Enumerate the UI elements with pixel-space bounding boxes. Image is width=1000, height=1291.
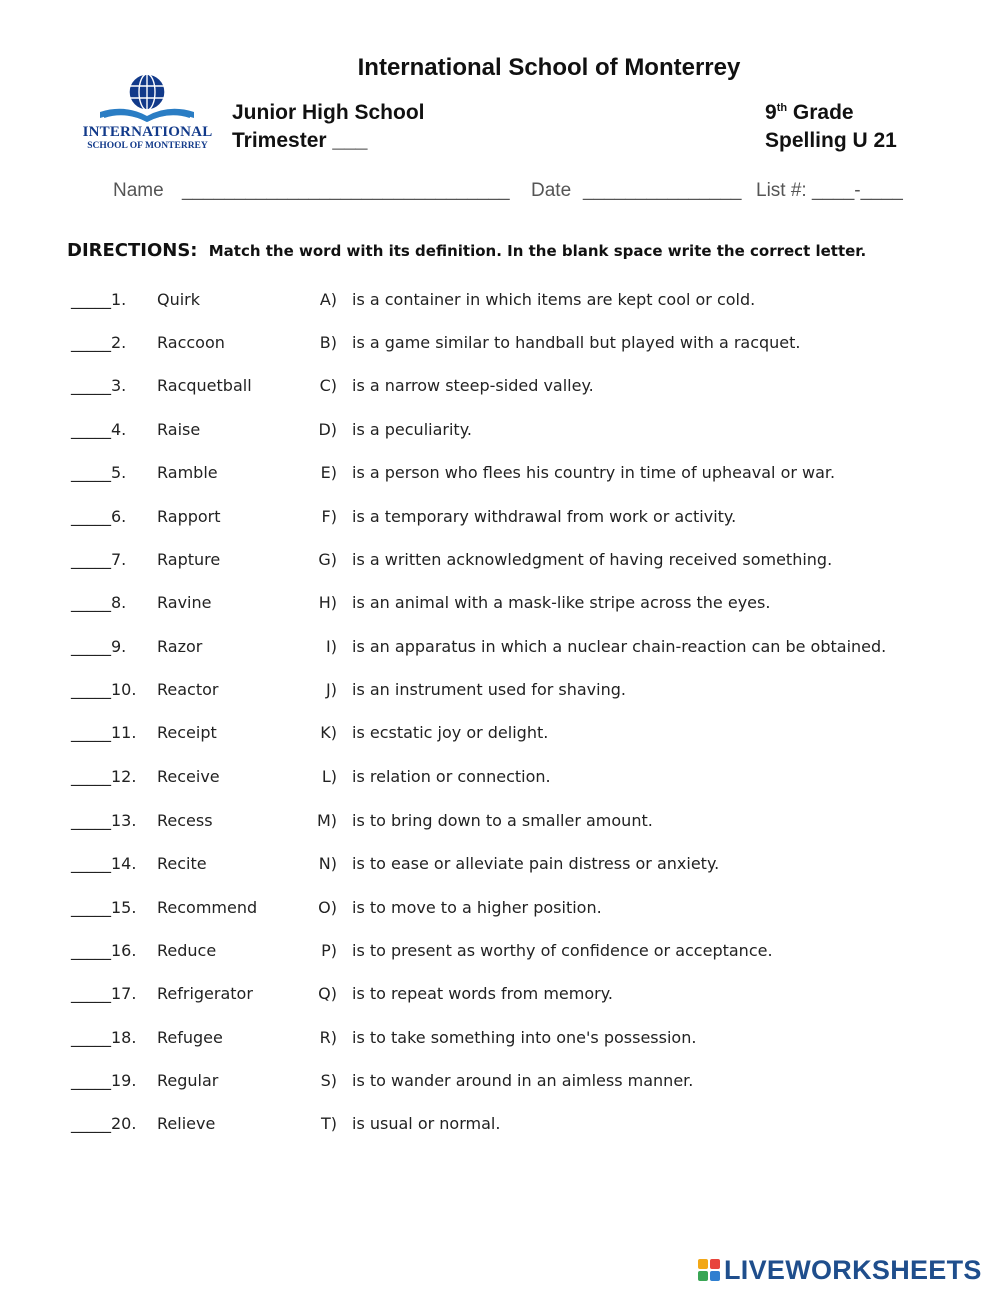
option-letter: M) <box>316 811 337 830</box>
definition-text: is to bring down to a smaller amount. <box>352 811 653 830</box>
option-letter: E) <box>320 463 337 482</box>
answer-blank[interactable]: _____6. <box>71 507 127 526</box>
option-letter: N) <box>318 854 337 873</box>
directions-lead: DIRECTIONS: <box>67 240 198 261</box>
definition-text: is to take something into one's possession. <box>352 1028 697 1047</box>
list-item <box>0 1028 1000 1058</box>
answer-blank[interactable]: _____7. <box>71 550 127 569</box>
list-item <box>0 593 1000 623</box>
list-item <box>0 854 1000 884</box>
vocab-word: Receipt <box>157 723 217 742</box>
answer-blank[interactable]: _____3. <box>71 376 127 395</box>
definition-text: is usual or normal. <box>352 1114 501 1133</box>
definition-text: is a container in which items are kept cool or cold. <box>352 290 756 309</box>
vocab-word: Recess <box>157 811 213 830</box>
answer-blank[interactable]: _____13. <box>71 811 137 830</box>
option-letter: P) <box>321 941 337 960</box>
brand-name: LIVEWORKSHEETS <box>724 1254 982 1285</box>
answer-blank[interactable]: _____12. <box>71 767 137 786</box>
definition-text: is to ease or alleviate pain distress or anxiety. <box>352 854 720 873</box>
list-item <box>0 723 1000 753</box>
date-blank[interactable]: _______________ <box>583 180 742 201</box>
list-item <box>0 811 1000 841</box>
logo-line-1: INTERNATIONAL <box>82 124 213 140</box>
vocab-word: Racquetball <box>157 376 252 395</box>
definition-text: is an animal with a mask-like stripe across the eyes. <box>352 593 771 612</box>
answer-blank[interactable]: _____5. <box>71 463 127 482</box>
option-letter: K) <box>320 723 337 742</box>
option-letter: D) <box>318 420 337 439</box>
answer-blank[interactable]: _____10. <box>71 680 137 699</box>
school-level: Junior High School <box>232 101 425 124</box>
option-letter: H) <box>318 593 337 612</box>
list-item <box>0 1071 1000 1101</box>
liveworksheets-logo-icon <box>698 1259 720 1281</box>
vocab-word: Ravine <box>157 593 212 612</box>
vocab-word: Recommend <box>157 898 258 917</box>
option-letter: A) <box>319 290 337 309</box>
school-title: International School of Monterrey <box>357 54 741 81</box>
grade-label <box>765 101 854 125</box>
list-item <box>0 767 1000 797</box>
list-item <box>0 680 1000 710</box>
definition-text: is an instrument used for shaving. <box>352 680 626 699</box>
answer-blank[interactable]: _____2. <box>71 333 127 352</box>
option-letter: G) <box>318 550 337 569</box>
answer-blank[interactable]: _____11. <box>71 723 137 742</box>
definition-text: is an apparatus in which a nuclear chain-reaction can be obtained. <box>352 637 887 656</box>
option-letter: C) <box>319 376 337 395</box>
directions-text: Match the word with its definition. In the blank space write the correct letter. <box>208 242 867 260</box>
definition-text: is a game similar to handball but played with a racquet. <box>352 333 801 352</box>
trimester-field: Trimester ___ <box>232 129 368 152</box>
spelling-unit: Spelling U 21 <box>765 129 897 152</box>
vocab-word: Ramble <box>157 463 218 482</box>
option-letter: Q) <box>318 984 337 1003</box>
vocab-word: Reactor <box>157 680 219 699</box>
vocab-word: Regular <box>157 1071 219 1090</box>
list-item <box>0 333 1000 363</box>
option-letter: J) <box>326 680 337 699</box>
vocab-word: Rapport <box>157 507 221 526</box>
grade-number: 9 <box>765 101 777 124</box>
grade-suffix: th <box>776 102 788 114</box>
answer-blank[interactable]: _____17. <box>71 984 137 1003</box>
vocab-word: Raise <box>157 420 201 439</box>
vocab-word: Recite <box>157 854 207 873</box>
answer-blank[interactable]: _____19. <box>71 1071 137 1090</box>
list-item <box>0 376 1000 406</box>
definition-text: is to wander around in an aimless manner. <box>352 1071 694 1090</box>
definition-text: is a temporary withdrawal from work or activity. <box>352 507 737 526</box>
list-blank[interactable]: ____-____ <box>812 180 903 201</box>
vocab-word: Receive <box>157 767 220 786</box>
vocab-word: Refugee <box>157 1028 223 1047</box>
definition-text: is a person who flees his country in time of upheaval or war. <box>352 463 836 482</box>
answer-blank[interactable]: _____14. <box>71 854 137 873</box>
name-label: Name <box>113 180 164 201</box>
answer-blank[interactable]: _____1. <box>71 290 127 309</box>
option-letter: L) <box>321 767 337 786</box>
answer-blank[interactable]: _____15. <box>71 898 137 917</box>
vocab-word: Reduce <box>157 941 217 960</box>
option-letter: I) <box>326 637 337 656</box>
vocab-word: Raccoon <box>157 333 225 352</box>
vocab-word: Razor <box>157 637 203 656</box>
list-item <box>0 463 1000 493</box>
definition-text: is ecstatic joy or delight. <box>352 723 549 742</box>
list-item <box>0 550 1000 580</box>
answer-blank[interactable]: _____8. <box>71 593 127 612</box>
vocab-word: Quirk <box>157 290 201 309</box>
option-letter: T) <box>320 1114 337 1133</box>
answer-blank[interactable]: _____20. <box>71 1114 137 1133</box>
vocab-word: Rapture <box>157 550 221 569</box>
list-label: List #: <box>756 180 807 201</box>
list-item <box>0 637 1000 667</box>
logo-line-2: SCHOOL OF MONTERREY <box>87 141 208 151</box>
option-letter: R) <box>319 1028 337 1047</box>
list-item <box>0 984 1000 1014</box>
option-letter: F) <box>321 507 337 526</box>
list-item <box>0 420 1000 450</box>
option-letter: S) <box>320 1071 337 1090</box>
answer-blank[interactable]: _____18. <box>71 1028 137 1047</box>
list-item <box>0 1114 1000 1144</box>
answer-blank[interactable]: _____16. <box>71 941 137 960</box>
definition-text: is a written acknowledgment of having received something. <box>352 550 833 569</box>
definition-text: is relation or connection. <box>352 767 551 786</box>
date-label: Date <box>531 180 572 201</box>
directions <box>67 240 866 261</box>
vocab-word: Relieve <box>157 1114 216 1133</box>
definition-text: is a narrow steep-sided valley. <box>352 376 594 395</box>
option-letter: O) <box>318 898 337 917</box>
option-letter: B) <box>319 333 337 352</box>
answer-blank[interactable]: _____4. <box>71 420 127 439</box>
list-item <box>0 898 1000 928</box>
definition-text: is to present as worthy of confidence or acceptance. <box>352 941 773 960</box>
liveworksheets-brand[interactable] <box>698 1254 982 1286</box>
answer-blank[interactable]: _____9. <box>71 637 127 656</box>
list-item <box>0 290 1000 320</box>
list-item <box>0 507 1000 537</box>
vocab-word: Refrigerator <box>157 984 253 1003</box>
definition-text: is a peculiarity. <box>352 420 472 439</box>
definition-text: is to repeat words from memory. <box>352 984 613 1003</box>
definition-text: is to move to a higher position. <box>352 898 602 917</box>
grade-word: Grade <box>792 101 854 124</box>
name-blank[interactable]: _______________________________ <box>182 180 510 201</box>
list-item <box>0 941 1000 971</box>
